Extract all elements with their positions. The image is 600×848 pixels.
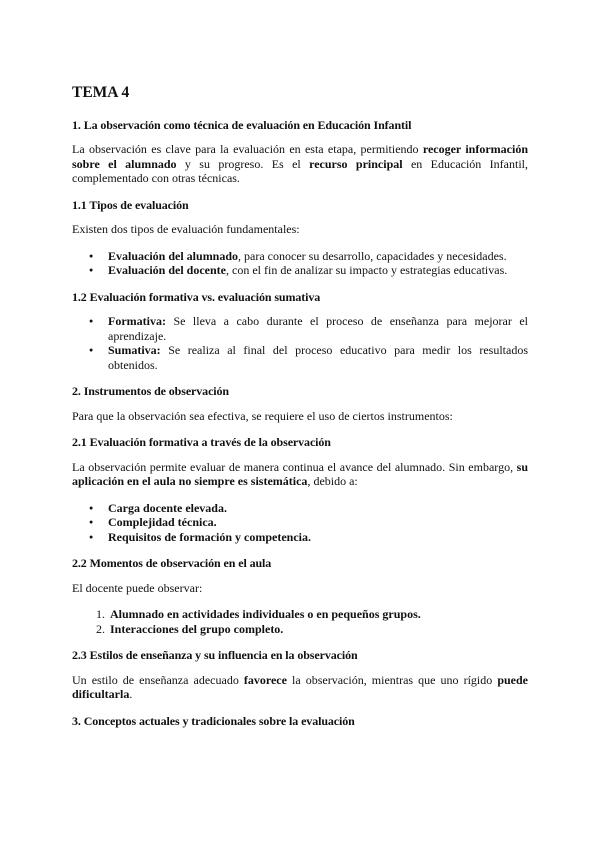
text-run: La observación es clave para la evaluación en esta etapa, permitiendo [72,142,423,156]
text-run: la observación, mientras que uno rígido [286,672,498,687]
list-item [108,622,528,637]
text-run: Un estilo de enseñanza adecuado [72,672,244,687]
text-run: en Educación Infantil, complementado con otras técnicas. [72,156,529,185]
list-item [108,263,528,278]
formative-summative-list [72,314,528,372]
bold-run: Requisitos de formación y competencia. [108,529,311,544]
text-run: La observación permite evaluar de manera continua el avance del alumnado. Sin embargo, [72,459,517,474]
section-1-2-heading: 1.2 Evaluación formativa vs. evaluación sumativa [72,289,321,304]
list-item [108,530,528,545]
section-2-heading: 2. Instrumentos de observación [72,384,230,398]
section-1-1-heading: 1.1 Tipos de evaluación [72,197,189,212]
list-item [108,314,528,343]
list-item [108,501,528,516]
section-2-2-heading: 2.2 Momentos de observación en el aula [72,556,272,570]
bold-run: recurso principal [309,156,403,171]
list-item [108,607,528,622]
text-run: Se lleva a cabo durante el proceso de enseñanza para mejorar el aprendizaje. [108,314,528,343]
bold-run: Complejidad técnica. [108,515,217,529]
bold-run: Evaluación del alumnado [108,248,239,263]
section-2-paragraph: Para que la observación sea efectiva, se requiere el uso de ciertos instrumentos: [72,408,453,423]
text-run: , debido a: [307,474,358,488]
section-2-1-heading: 2.1 Evaluación formativa a través de la observación [72,435,331,449]
text-run: , con el fin de analizar su impacto y estrategias educativas. [226,263,508,277]
bold-run: recoger información sobre el alumnado [72,142,528,171]
section-2-3-heading: 2.3 Estilos de enseñanza y su influencia en la observación [72,648,358,662]
list-item [108,343,528,372]
section-1-paragraph [72,142,528,186]
bold-run: Carga docente elevada. [108,500,227,515]
observation-moments-list [72,607,528,636]
text-run: Se realiza al final del proceso educativo para medir los resultados obtenidos. [108,343,528,372]
text-run: . [129,687,133,701]
bold-run: puede dificultarla [72,672,528,701]
list-item [108,515,528,530]
bold-run: Evaluación del docente [108,263,227,277]
section-1-1-intro: Existen dos tipos de evaluación fundamentales: [72,222,300,236]
text-run: , para conocer su desarrollo, capacidades y necesidades. [238,248,507,263]
bold-run: Formativa: [108,314,166,328]
section-3-heading: 3. Conceptos actuales y tradicionales sobre la evaluación [72,713,355,728]
document-title: TEMA 4 [72,84,130,101]
difficulties-list [72,501,528,545]
bold-run: Sumativa: [108,343,161,357]
bold-run: Alumnado en actividades individuales o en pequeños grupos. [110,607,421,621]
evaluation-types-list [72,249,528,278]
bold-run: Interacciones del grupo completo. [110,621,284,636]
section-2-1-paragraph [72,460,528,489]
bold-run: favorece [243,672,287,687]
list-item [108,249,528,264]
section-1-heading: 1. La observación como técnica de evaluación en Educación Infantil [72,117,412,132]
bold-run: su aplicación en el aula no siempre es sistemática [72,459,528,488]
section-2-2-intro: El docente puede observar: [72,580,203,595]
document-page [72,86,528,738]
text-run: y su progreso. Es el [176,156,310,171]
section-2-3-paragraph [72,673,528,702]
